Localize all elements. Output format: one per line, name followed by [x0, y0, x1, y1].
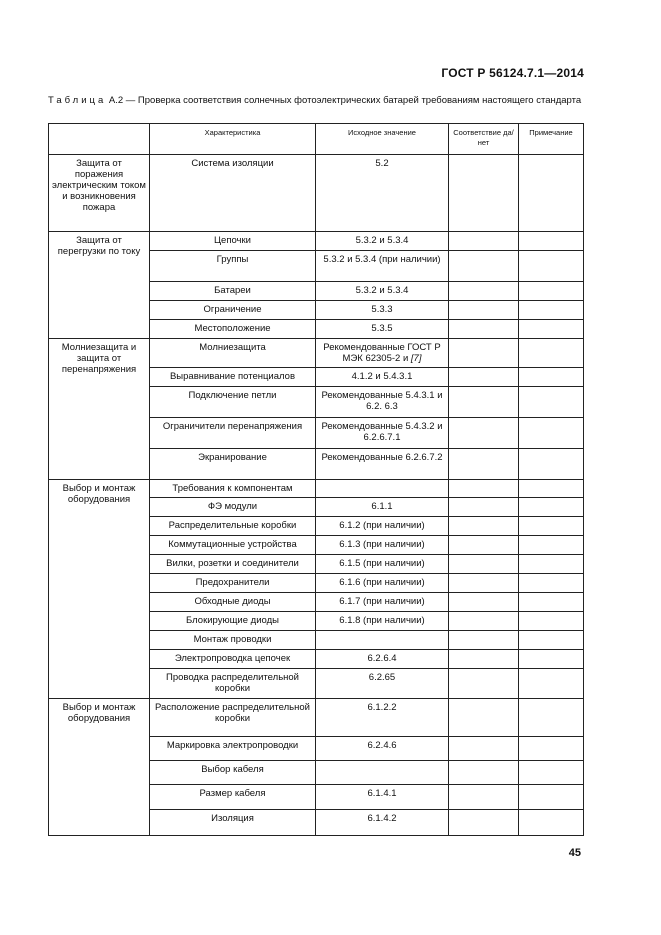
value-cell: 4.1.2 и 5.4.3.1	[316, 368, 449, 387]
value-cell: Рекомендованные 6.2.6.7.2	[316, 449, 449, 480]
characteristic-cell: Группы	[150, 251, 316, 282]
value-cell: 6.1.8 (при наличии)	[316, 612, 449, 631]
value-cell	[316, 631, 449, 650]
value-cell: 6.2.65	[316, 669, 449, 699]
note-cell	[519, 536, 584, 555]
compliance-cell	[449, 282, 519, 301]
compliance-cell	[449, 320, 519, 339]
compliance-cell	[449, 155, 519, 232]
characteristic-cell: Размер кабеля	[150, 785, 316, 810]
compliance-cell	[449, 339, 519, 368]
table-row	[49, 339, 584, 368]
note-cell	[519, 810, 584, 836]
table-row	[49, 699, 584, 737]
compliance-cell	[449, 810, 519, 836]
note-cell	[519, 699, 584, 737]
value-cell: 6.1.4.1	[316, 785, 449, 810]
characteristic-cell: Ограничение	[150, 301, 316, 320]
compliance-cell	[449, 574, 519, 593]
note-cell	[519, 555, 584, 574]
value-cell: 6.1.1	[316, 498, 449, 517]
compliance-cell	[449, 368, 519, 387]
characteristic-cell: Экранирование	[150, 449, 316, 480]
note-cell	[519, 301, 584, 320]
compliance-cell	[449, 301, 519, 320]
characteristic-cell: ФЭ модули	[150, 498, 316, 517]
characteristic-cell: Монтаж проводки	[150, 631, 316, 650]
compliance-cell	[449, 251, 519, 282]
compliance-table	[48, 123, 584, 836]
compliance-cell	[449, 593, 519, 612]
compliance-cell	[449, 387, 519, 418]
value-cell: Рекомендованные 5.4.3.1 и 6.2. 6.3	[316, 387, 449, 418]
value-text: Рекомендованные ГОСТ Р МЭК 62305-2 и	[323, 342, 441, 364]
characteristic-cell: Выравнивание потенциалов	[150, 368, 316, 387]
characteristic-cell: Изоляция	[150, 810, 316, 836]
note-cell	[519, 282, 584, 301]
header-initial-value: Исходное значение	[316, 124, 449, 155]
note-cell	[519, 737, 584, 761]
table-caption	[48, 95, 582, 107]
value-cell: 5.3.5	[316, 320, 449, 339]
caption-title: — Проверка соответствия солнечных фотоэлектрических батарей требованиям настоящего стандарта	[125, 95, 582, 106]
value-cell: 6.2.6.4	[316, 650, 449, 669]
characteristic-cell: Маркировка электропроводки	[150, 737, 316, 761]
compliance-cell	[449, 555, 519, 574]
table-row	[49, 480, 584, 498]
value-cell: 5.3.2 и 5.3.4	[316, 282, 449, 301]
value-reference: [7]	[410, 353, 422, 364]
group-cell: Молниезащита и защита от перенапряжения	[49, 339, 150, 480]
value-cell	[316, 761, 449, 785]
value-cell: 6.1.2.2	[316, 699, 449, 737]
header-group	[49, 124, 150, 155]
characteristic-cell: Вилки, розетки и соединители	[150, 555, 316, 574]
caption-prefix: Таблица	[48, 95, 107, 106]
compliance-cell	[449, 669, 519, 699]
value-cell: 5.3.2 и 5.3.4 (при наличии)	[316, 251, 449, 282]
note-cell	[519, 232, 584, 251]
header-note: Примечание	[519, 124, 584, 155]
characteristic-cell: Молниезащита	[150, 339, 316, 368]
characteristic-cell: Расположение распределительной коробки	[150, 699, 316, 737]
note-cell	[519, 251, 584, 282]
characteristic-cell: Электропроводка цепочек	[150, 650, 316, 669]
characteristic-cell: Предохранители	[150, 574, 316, 593]
value-cell: 6.1.7 (при наличии)	[316, 593, 449, 612]
note-cell	[519, 517, 584, 536]
page-number: 45	[568, 847, 581, 859]
characteristic-cell: Блокирующие диоды	[150, 612, 316, 631]
group-cell: Защита от перегрузки по току	[49, 232, 150, 339]
value-cell: 5.3.3	[316, 301, 449, 320]
compliance-cell	[449, 737, 519, 761]
header-compliance: Соответствие да/нет	[449, 124, 519, 155]
header-characteristic: Характеристика	[150, 124, 316, 155]
characteristic-cell: Система изоляции	[150, 155, 316, 232]
document-code: ГОСТ Р 56124.7.1—2014	[441, 66, 584, 80]
value-cell: 6.1.4.2	[316, 810, 449, 836]
compliance-cell	[449, 785, 519, 810]
characteristic-cell: Выбор кабеля	[150, 761, 316, 785]
note-cell	[519, 320, 584, 339]
compliance-cell	[449, 418, 519, 449]
compliance-cell	[449, 517, 519, 536]
caption-number: А.2	[108, 95, 124, 106]
note-cell	[519, 593, 584, 612]
note-cell	[519, 387, 584, 418]
note-cell	[519, 155, 584, 232]
note-cell	[519, 631, 584, 650]
compliance-cell	[449, 650, 519, 669]
value-cell: 5.2	[316, 155, 449, 232]
table-row	[49, 155, 584, 232]
compliance-cell	[449, 536, 519, 555]
note-cell	[519, 669, 584, 699]
characteristic-cell: Подключение петли	[150, 387, 316, 418]
value-cell	[316, 480, 449, 498]
note-cell	[519, 368, 584, 387]
note-cell	[519, 785, 584, 810]
table-row	[49, 232, 584, 251]
value-cell: Рекомендованные 5.4.3.2 и 6.2.6.7.1	[316, 418, 449, 449]
compliance-cell	[449, 761, 519, 785]
compliance-cell	[449, 449, 519, 480]
characteristic-cell: Местоположение	[150, 320, 316, 339]
group-cell: Выбор и монтаж оборудования	[49, 699, 150, 836]
characteristic-cell: Цепочки	[150, 232, 316, 251]
note-cell	[519, 650, 584, 669]
compliance-cell	[449, 699, 519, 737]
characteristic-cell: Ограничители перенапряжения	[150, 418, 316, 449]
note-cell	[519, 480, 584, 498]
compliance-cell	[449, 612, 519, 631]
note-cell	[519, 761, 584, 785]
value-cell: 6.1.6 (при наличии)	[316, 574, 449, 593]
compliance-cell	[449, 498, 519, 517]
compliance-cell	[449, 631, 519, 650]
characteristic-cell: Обходные диоды	[150, 593, 316, 612]
characteristic-cell: Требования к компонентам	[150, 480, 316, 498]
note-cell	[519, 498, 584, 517]
value-cell: 6.1.3 (при наличии)	[316, 536, 449, 555]
note-cell	[519, 339, 584, 368]
compliance-cell	[449, 232, 519, 251]
note-cell	[519, 612, 584, 631]
table-header-row	[49, 124, 584, 155]
group-cell: Защита от поражения электрическим током и возникновения пожара	[49, 155, 150, 232]
value-cell: 6.2.4.6	[316, 737, 449, 761]
characteristic-cell: Батареи	[150, 282, 316, 301]
value-cell: 6.1.5 (при наличии)	[316, 555, 449, 574]
value-cell	[316, 339, 449, 368]
compliance-cell	[449, 480, 519, 498]
note-cell	[519, 418, 584, 449]
value-cell: 5.3.2 и 5.3.4	[316, 232, 449, 251]
note-cell	[519, 574, 584, 593]
characteristic-cell: Проводка распределительной коробки	[150, 669, 316, 699]
characteristic-cell: Коммутационные устройства	[150, 536, 316, 555]
group-cell: Выбор и монтаж оборудования	[49, 480, 150, 699]
note-cell	[519, 449, 584, 480]
value-cell: 6.1.2 (при наличии)	[316, 517, 449, 536]
characteristic-cell: Распределительные коробки	[150, 517, 316, 536]
